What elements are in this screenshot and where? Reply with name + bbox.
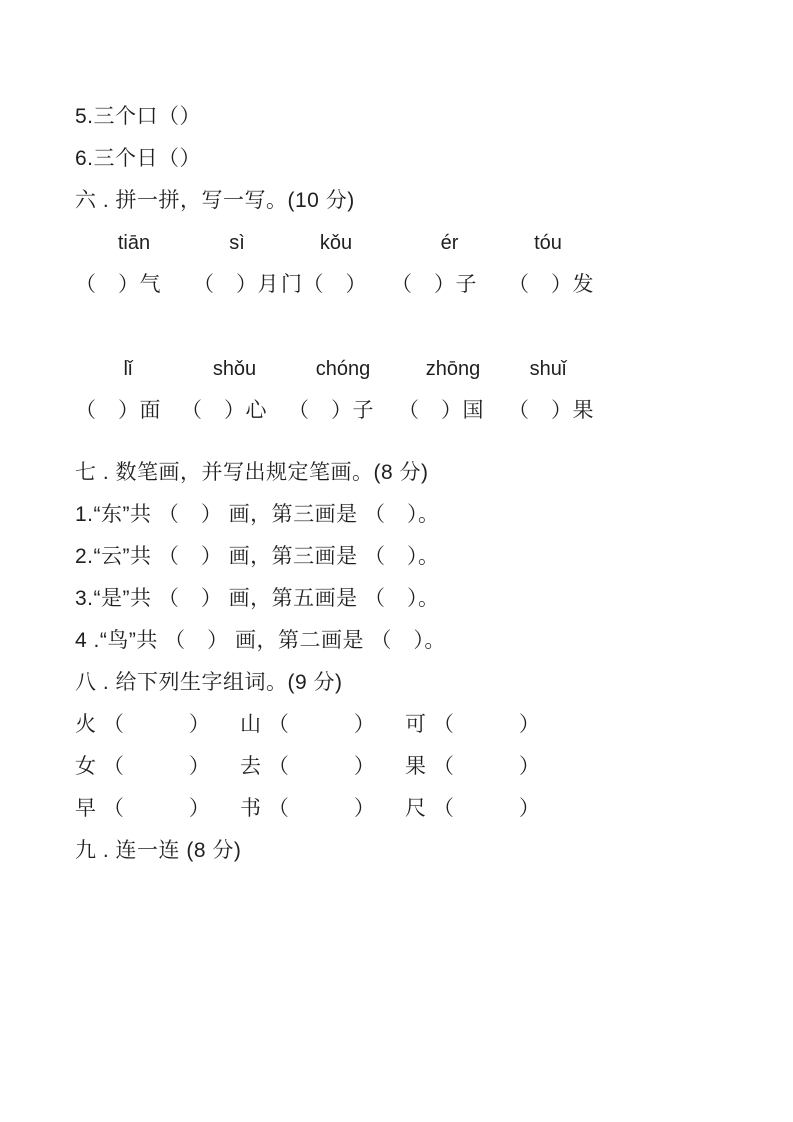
pinyin-syllable: shǒu: [212, 358, 257, 380]
word-blank-shan: 山 （ ）: [240, 713, 376, 736]
pinyin-group-si: [193, 222, 281, 306]
question-5: 5.三个口（）: [75, 105, 202, 128]
pinyin-answer-blank: （ ）子: [288, 399, 374, 422]
word-blank-qu: 去 （ ）: [240, 755, 376, 778]
pinyin-syllable: tiān: [117, 232, 151, 254]
word-blank-zao: 早 （ ）: [75, 797, 211, 820]
pinyin-group-er: [391, 222, 508, 306]
pinyin-row-2: [75, 348, 743, 432]
worksheet-content: [75, 96, 743, 872]
pinyin-group-tian: [75, 222, 193, 306]
word-blank-huo: 火 （ ）: [75, 713, 211, 736]
stroke-question-1: 1.“东”共 （ ） 画，第三画是 （ ）。: [75, 503, 440, 526]
stroke-question-2: 2.“云”共 （ ） 画，第三画是 （ ）。: [75, 545, 440, 568]
pinyin-row-1: [75, 222, 743, 306]
word-blank-chi: 尺 （ ）: [405, 797, 541, 820]
pinyin-group-chong: [288, 348, 398, 432]
word-blank-nv: 女 （ ）: [75, 755, 211, 778]
pinyin-answer-blank: （ ）气: [75, 273, 161, 296]
pinyin-syllable: shuǐ: [529, 358, 567, 380]
pinyin-answer-blank: （ ）子: [391, 273, 477, 296]
pinyin-syllable: chóng: [315, 358, 371, 380]
pinyin-syllable: ér: [440, 232, 459, 254]
word-blank-ke: 可 （ ）: [405, 713, 541, 736]
pinyin-answer-blank: （ ）心: [181, 399, 267, 422]
section-9-title: 九 . 连一连 (8 分): [75, 839, 242, 862]
word-row-3: [75, 788, 743, 830]
pinyin-group-shou: [181, 348, 288, 432]
word-row-1: [75, 704, 743, 746]
pinyin-syllable: lǐ: [123, 358, 133, 380]
stroke-question-3: 3.“是”共 （ ） 画，第五画是 （ ）。: [75, 587, 440, 610]
pinyin-syllable: tóu: [534, 232, 562, 254]
word-blank-shu: 书 （ ）: [240, 797, 376, 820]
pinyin-syllable: sì: [229, 232, 245, 254]
pinyin-group-kou: [281, 222, 391, 306]
question-6: 6.三个日（）: [75, 147, 202, 170]
word-blank-guo: 果 （ ）: [405, 755, 541, 778]
pinyin-answer-blank: （ ）果: [508, 399, 594, 422]
pinyin-answer-blank: （ ）国: [398, 399, 484, 422]
blank-line: [75, 306, 743, 348]
pinyin-syllable: zhōng: [425, 358, 481, 380]
pinyin-group-li: [75, 348, 181, 432]
pinyin-syllable: kǒu: [319, 232, 353, 254]
section-7-title: 七 . 数笔画，并写出规定笔画。(8 分): [75, 461, 429, 484]
pinyin-group-zhong: [398, 348, 508, 432]
pinyin-group-shui: [508, 348, 594, 432]
pinyin-answer-blank: （ ）面: [75, 399, 161, 422]
word-row-2: [75, 746, 743, 788]
section-8-title: 八 . 给下列生字组词。(9 分): [75, 671, 343, 694]
pinyin-answer-blank: （ ）月: [193, 273, 279, 296]
pinyin-answer-blank: （ ）发: [508, 273, 594, 296]
pinyin-answer-blank: 门（ ）: [281, 273, 367, 296]
stroke-question-4: 4 .“鸟”共 （ ） 画，第二画是 （ ）。: [75, 629, 446, 652]
section-6-title: 六 . 拼一拼，写一写。(10 分): [75, 189, 355, 212]
pinyin-group-tou: [508, 222, 594, 306]
